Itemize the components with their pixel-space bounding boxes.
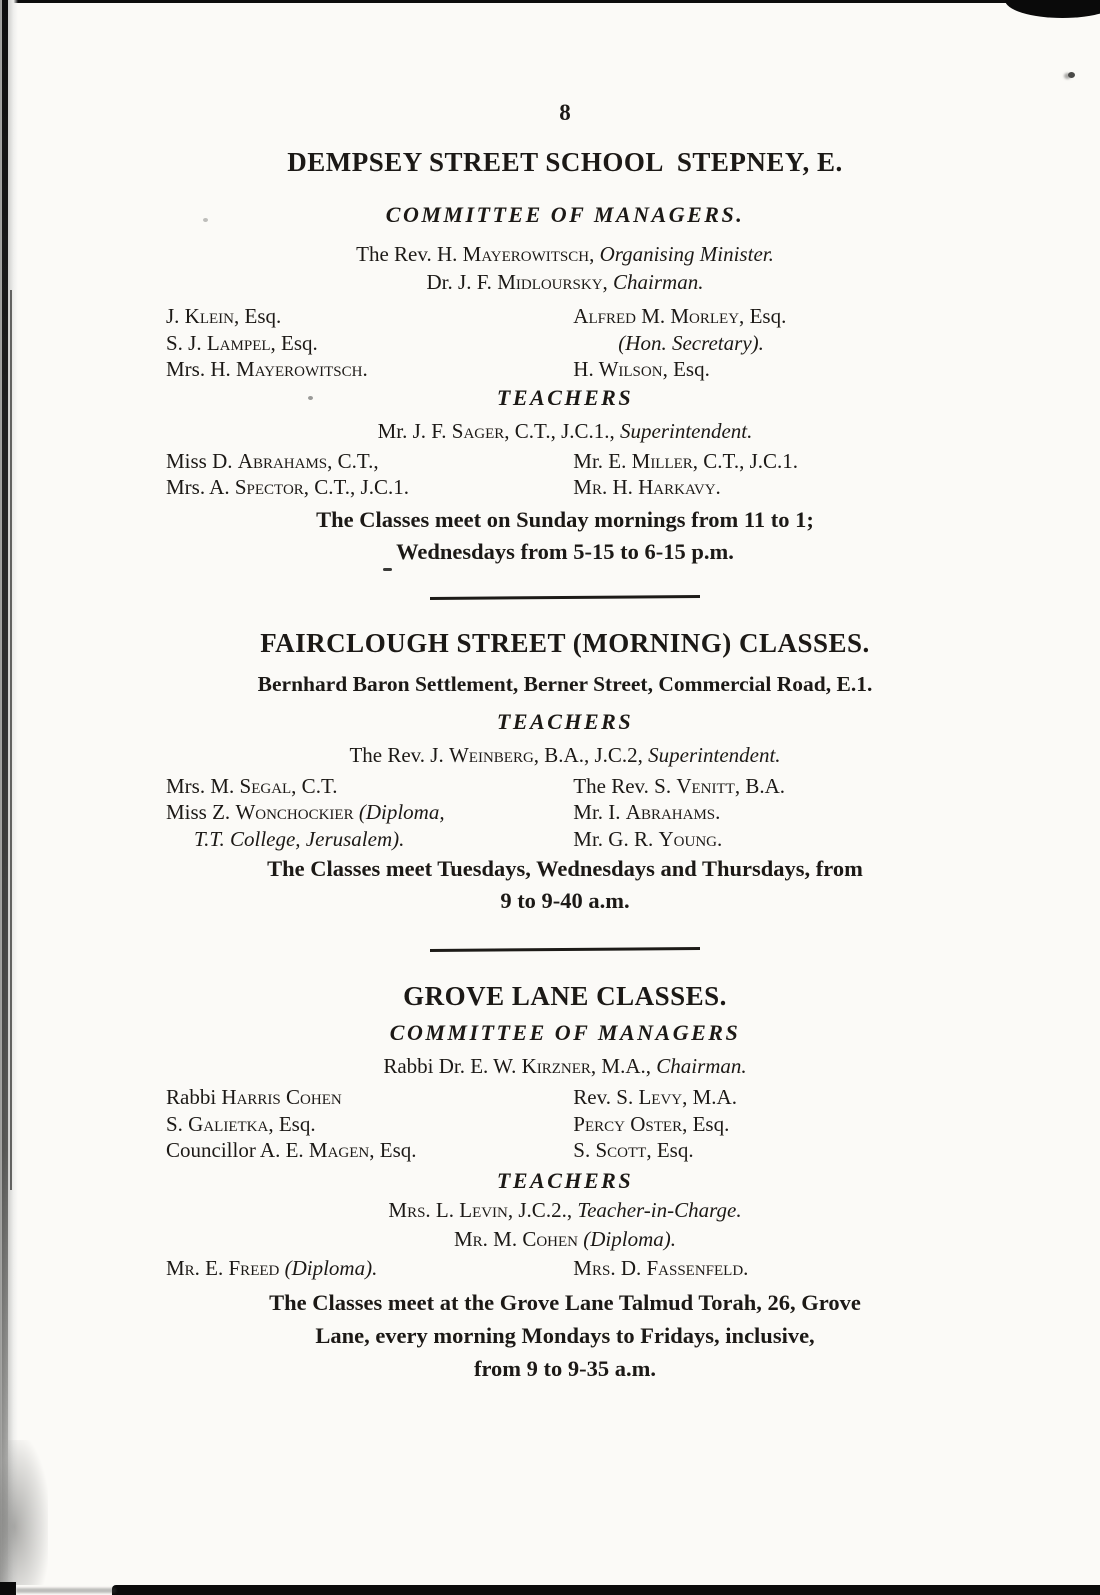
teacher-name: Segal, C.T. — [239, 773, 338, 798]
meeting-line: Lane, every morning Mondays to Fridays, inclusive, — [315, 1323, 815, 1348]
teacher-prefix: Mrs. A. — [166, 475, 235, 499]
officer-line — [150, 1052, 980, 1080]
ink-speck — [1068, 72, 1075, 78]
officer-role: Organising Minister. — [599, 242, 774, 266]
teacher — [573, 799, 980, 826]
scan-smudge — [0, 1440, 48, 1585]
teacher-role: Superintendent. — [620, 418, 753, 443]
committee-member — [573, 1084, 980, 1111]
member-suffix: Esq. — [749, 304, 787, 328]
officer-name: Midloursky, — [497, 270, 614, 294]
teacher-credential-line — [166, 826, 573, 853]
teachers-columns — [150, 1255, 980, 1282]
teacher-name: Sager, C.T., J.C.1., — [451, 418, 620, 443]
member-suffix: Esq. — [692, 1111, 730, 1136]
scan-gutter-line — [10, 290, 12, 1190]
member-name: Percy Oster, — [573, 1111, 693, 1136]
teacher-name: Miller, C.T., J.C.1. — [631, 448, 799, 473]
committee-member — [573, 1137, 980, 1164]
officer-pre: The Rev. H. — [356, 242, 463, 266]
committee-member — [166, 330, 573, 357]
teacher-name: Abrahams. — [625, 800, 721, 824]
teacher — [166, 799, 573, 826]
teacher-credential: T.T. College, Jerusalem). — [194, 826, 405, 851]
teacher-prefix: Miss Z. — [166, 800, 236, 824]
teachers-heading: TEACHERS — [496, 384, 634, 410]
committee-column-left — [150, 1084, 573, 1164]
section-fairclough-street — [150, 627, 980, 918]
committee-columns — [150, 1084, 980, 1164]
member-name: S. Galietka, — [166, 1111, 279, 1136]
section-title: DEMPSEY STREET SCHOOL STEPNEY, E. — [287, 147, 843, 177]
section-address: Bernhard Baron Settlement, Berner Street, Commercial Road, E.1. — [257, 671, 873, 696]
scan-bottom-smear — [16, 1588, 116, 1593]
teachers-heading: TEACHERS — [496, 1167, 634, 1193]
committee-member — [166, 1111, 573, 1138]
teacher-role: Teacher-in-Charge. — [577, 1197, 742, 1222]
teachers-column-left — [150, 448, 573, 501]
teacher-name: Mr. H. Harkavy. — [573, 475, 721, 499]
page-number: 8 — [559, 100, 571, 125]
committee-columns — [150, 303, 980, 383]
committee-member — [166, 356, 573, 383]
officer-pre: Rabbi Dr. E. W. — [383, 1054, 522, 1078]
teacher-name: Mr. E. Freed — [166, 1255, 285, 1280]
meeting-line: 9 to 9-40 a.m. — [500, 888, 630, 913]
teacher — [573, 826, 980, 853]
officer-name: Mayerowitsch, — [462, 242, 600, 266]
meeting-note — [150, 504, 980, 568]
member-suffix: Esq. — [656, 1138, 694, 1162]
page-content — [150, 0, 980, 1385]
scan-gutter-line — [2, 0, 8, 1595]
section-title: GROVE LANE CLASSES. — [403, 981, 727, 1011]
teacher-role: Superintendent. — [648, 742, 781, 767]
teachers-column-left — [150, 1255, 573, 1282]
teacher — [166, 773, 573, 800]
teachers-column-right — [573, 773, 980, 853]
committee-heading: COMMITTEE OF MANAGERS. — [385, 202, 745, 227]
teachers-column-right — [573, 1255, 980, 1282]
member-prefix: Rabbi — [166, 1085, 222, 1109]
member-name: Alfred M. Morley, — [573, 304, 750, 328]
teacher-credential: (Diploma, — [358, 800, 445, 824]
teacher-name: Venitt, B.A. — [676, 773, 785, 798]
teacher — [166, 448, 573, 475]
teacher-name: Young. — [658, 826, 723, 851]
committee-member — [166, 1137, 573, 1164]
scan-bottom-bar — [112, 1585, 1100, 1595]
teacher-name: Mrs. D. Fassenfeld. — [573, 1255, 749, 1280]
teacher-name: Abrahams, C.T., — [237, 448, 379, 473]
teacher-prefix: Mrs. M. — [166, 773, 240, 798]
teacher-line — [150, 1196, 980, 1224]
member-name: Levy, M.A. — [638, 1085, 737, 1109]
officer-role: Chairman. — [656, 1054, 747, 1078]
teacher-name: Spector, C.T., J.C.1. — [234, 475, 409, 499]
teacher-prefix: The Rev. S. — [573, 773, 677, 798]
member-prefix: Mrs. H. — [166, 357, 237, 381]
teacher-credential: (Diploma). — [284, 1255, 378, 1280]
teacher-pre: The Rev. J. — [349, 742, 449, 767]
committee-member-note — [573, 330, 980, 357]
committee-member — [573, 1111, 980, 1138]
member-name: J. Klein, — [166, 304, 245, 328]
committee-column-left — [150, 303, 573, 383]
member-name: Magen, — [308, 1138, 380, 1162]
officer-line — [150, 240, 980, 268]
teacher-line — [150, 1225, 980, 1253]
meeting-line: The Classes meet Tuesdays, Wednesdays and Thursdays, from — [267, 856, 863, 881]
officer-line — [150, 268, 980, 296]
committee-member — [573, 356, 980, 383]
meeting-line: The Classes meet at the Grove Lane Talmud Torah, 26, Grove — [269, 1290, 861, 1315]
committee-heading: COMMITTEE OF MANAGERS — [389, 1020, 741, 1045]
meeting-note — [150, 1286, 980, 1385]
officer-role: Chairman. — [613, 270, 704, 294]
teachers-column-left — [150, 773, 573, 853]
teacher — [166, 474, 573, 501]
teacher — [573, 474, 980, 501]
officer-name: Kirzner, M.A., — [521, 1054, 657, 1078]
superintendent-line — [150, 417, 980, 445]
teacher-prefix: Mr. G. R. — [573, 826, 659, 851]
teacher-name: Weinberg, B.A., J.C.2, — [448, 742, 649, 767]
teacher-prefix: Mr. E. — [573, 448, 632, 473]
meeting-line: from 9 to 9-35 a.m. — [473, 1356, 657, 1381]
teachers-columns — [150, 773, 980, 853]
teacher-pre: Mr. J. F. — [377, 418, 452, 443]
member-prefix: Councillor A. E. — [166, 1138, 309, 1162]
member-role: (Hon. Secretary). — [618, 330, 764, 355]
committee-member — [166, 303, 573, 330]
section-title: FAIRCLOUGH STREET (MORNING) CLASSES. — [260, 627, 870, 658]
teacher-prefix: Miss D. — [166, 448, 238, 473]
teacher — [166, 1255, 573, 1282]
teacher-name: Mrs. L. Levin, J.C.2., — [388, 1197, 578, 1222]
section-divider — [430, 947, 700, 952]
scan-corner-blob — [1005, 0, 1100, 18]
member-prefix: Rev. S. — [573, 1085, 639, 1109]
teacher-role: (Diploma). — [583, 1226, 677, 1251]
committee-column-right — [573, 1084, 980, 1164]
member-suffix: Esq. — [673, 357, 710, 381]
teacher-prefix: Mr. I. — [573, 800, 626, 824]
member-suffix: Esq. — [278, 1111, 316, 1136]
member-name: Harris Cohen — [221, 1085, 342, 1109]
teachers-columns — [150, 448, 980, 501]
meeting-note — [150, 853, 980, 917]
member-suffix: Esq. — [379, 1138, 417, 1162]
member-name: Mayerowitsch. — [236, 357, 368, 381]
section-divider — [430, 595, 700, 600]
teachers-column-right — [573, 448, 980, 501]
committee-member — [166, 1084, 573, 1111]
teacher-name: Wonchockier — [235, 800, 359, 824]
member-name: S. J. Lampel, — [166, 330, 282, 355]
member-suffix: Esq. — [244, 304, 282, 328]
section-grove-lane — [150, 980, 980, 1385]
teacher — [573, 448, 980, 475]
member-name: S. Scott, — [573, 1138, 657, 1162]
teacher — [573, 1255, 980, 1282]
member-name: H. Wilson, — [573, 357, 674, 381]
member-suffix: Esq. — [281, 330, 318, 355]
committee-member — [573, 303, 980, 330]
teacher-name: Mr. M. Cohen — [453, 1226, 584, 1251]
teacher — [573, 773, 980, 800]
section-dempsey-street-school — [150, 146, 980, 568]
teachers-heading: TEACHERS — [496, 708, 634, 734]
meeting-line: The Classes meet on Sunday mornings from 11 to 1; — [316, 506, 814, 532]
committee-column-right — [573, 303, 980, 383]
officer-pre: Dr. J. F. — [426, 270, 498, 294]
superintendent-line — [150, 741, 980, 769]
meeting-line: Wednesdays from 5-15 to 6-15 p.m. — [396, 538, 734, 564]
scan-bottom-nub — [0, 1582, 16, 1595]
